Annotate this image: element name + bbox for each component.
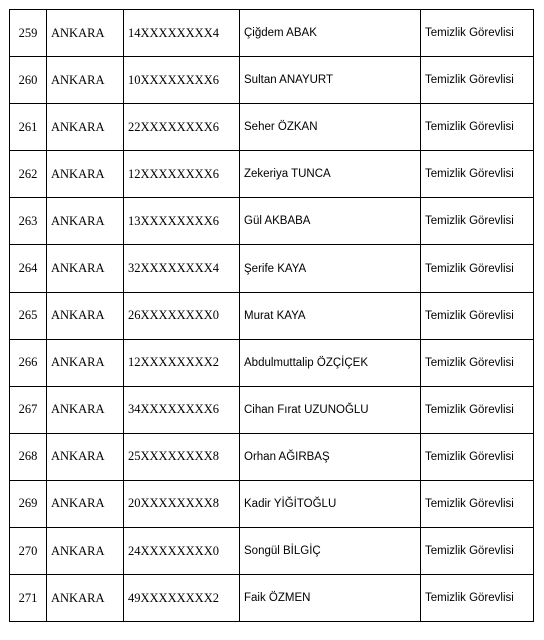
- id-number-cell: 12XXXXXXXX2: [124, 339, 240, 386]
- id-number-cell: 49XXXXXXXX2: [124, 575, 240, 622]
- table-row: [10, 104, 534, 151]
- city-cell: ANKARA: [47, 339, 124, 386]
- full-name-cell: Cihan Fırat UZUNOĞLU: [240, 386, 421, 433]
- full-name-cell: Orhan AĞIRBAŞ: [240, 433, 421, 480]
- row-number-cell: 271: [10, 575, 47, 622]
- job-title-cell: Temizlik Görevlisi: [421, 433, 534, 480]
- id-number-cell: 34XXXXXXXX6: [124, 386, 240, 433]
- job-title-cell: Temizlik Görevlisi: [421, 151, 534, 198]
- city-cell: ANKARA: [47, 386, 124, 433]
- city-cell: ANKARA: [47, 10, 124, 57]
- full-name-cell: Çiğdem ABAK: [240, 10, 421, 57]
- id-number-cell: 12XXXXXXXX6: [124, 151, 240, 198]
- full-name-cell: Songül BİLGİÇ: [240, 528, 421, 575]
- full-name-cell: Sultan ANAYURT: [240, 57, 421, 104]
- city-cell: ANKARA: [47, 57, 124, 104]
- row-number-cell: 268: [10, 433, 47, 480]
- id-number-cell: 10XXXXXXXX6: [124, 57, 240, 104]
- table-row: [10, 245, 534, 292]
- row-number-cell: 262: [10, 151, 47, 198]
- id-number-cell: 14XXXXXXXX4: [124, 10, 240, 57]
- full-name-cell: Faik ÖZMEN: [240, 575, 421, 622]
- city-cell: ANKARA: [47, 198, 124, 245]
- job-title-cell: Temizlik Görevlisi: [421, 292, 534, 339]
- table-row: [10, 10, 534, 57]
- table-row: [10, 480, 534, 527]
- table-row: [10, 198, 534, 245]
- table-row: [10, 528, 534, 575]
- table-row: [10, 433, 534, 480]
- job-title-cell: Temizlik Görevlisi: [421, 10, 534, 57]
- id-number-cell: 13XXXXXXXX6: [124, 198, 240, 245]
- id-number-cell: 32XXXXXXXX4: [124, 245, 240, 292]
- job-title-cell: Temizlik Görevlisi: [421, 245, 534, 292]
- city-cell: ANKARA: [47, 575, 124, 622]
- city-cell: ANKARA: [47, 433, 124, 480]
- id-number-cell: 22XXXXXXXX6: [124, 104, 240, 151]
- full-name-cell: Kadir YİĞİTOĞLU: [240, 480, 421, 527]
- job-title-cell: Temizlik Görevlisi: [421, 528, 534, 575]
- row-number-cell: 259: [10, 10, 47, 57]
- job-title-cell: Temizlik Görevlisi: [421, 57, 534, 104]
- job-title-cell: Temizlik Görevlisi: [421, 198, 534, 245]
- id-number-cell: 24XXXXXXXX0: [124, 528, 240, 575]
- full-name-cell: Abdulmuttalip ÖZÇİÇEK: [240, 339, 421, 386]
- city-cell: ANKARA: [47, 292, 124, 339]
- city-cell: ANKARA: [47, 104, 124, 151]
- city-cell: ANKARA: [47, 151, 124, 198]
- city-cell: ANKARA: [47, 528, 124, 575]
- table-row: [10, 386, 534, 433]
- job-title-cell: Temizlik Görevlisi: [421, 575, 534, 622]
- city-cell: ANKARA: [47, 245, 124, 292]
- id-number-cell: 26XXXXXXXX0: [124, 292, 240, 339]
- job-title-cell: Temizlik Görevlisi: [421, 104, 534, 151]
- job-title-cell: Temizlik Görevlisi: [421, 339, 534, 386]
- personnel-table-body: [10, 10, 534, 622]
- row-number-cell: 270: [10, 528, 47, 575]
- job-title-cell: Temizlik Görevlisi: [421, 386, 534, 433]
- city-cell: ANKARA: [47, 480, 124, 527]
- row-number-cell: 260: [10, 57, 47, 104]
- table-row: [10, 57, 534, 104]
- row-number-cell: 263: [10, 198, 47, 245]
- row-number-cell: 269: [10, 480, 47, 527]
- full-name-cell: Gül AKBABA: [240, 198, 421, 245]
- table-row: [10, 151, 534, 198]
- job-title-cell: Temizlik Görevlisi: [421, 480, 534, 527]
- id-number-cell: 25XXXXXXXX8: [124, 433, 240, 480]
- row-number-cell: 261: [10, 104, 47, 151]
- row-number-cell: 267: [10, 386, 47, 433]
- full-name-cell: Zekeriya TUNCA: [240, 151, 421, 198]
- id-number-cell: 20XXXXXXXX8: [124, 480, 240, 527]
- personnel-table: [9, 9, 534, 622]
- full-name-cell: Şerife KAYA: [240, 245, 421, 292]
- table-row: [10, 575, 534, 622]
- row-number-cell: 266: [10, 339, 47, 386]
- table-row: [10, 292, 534, 339]
- table-row: [10, 339, 534, 386]
- row-number-cell: 265: [10, 292, 47, 339]
- row-number-cell: 264: [10, 245, 47, 292]
- full-name-cell: Seher ÖZKAN: [240, 104, 421, 151]
- full-name-cell: Murat KAYA: [240, 292, 421, 339]
